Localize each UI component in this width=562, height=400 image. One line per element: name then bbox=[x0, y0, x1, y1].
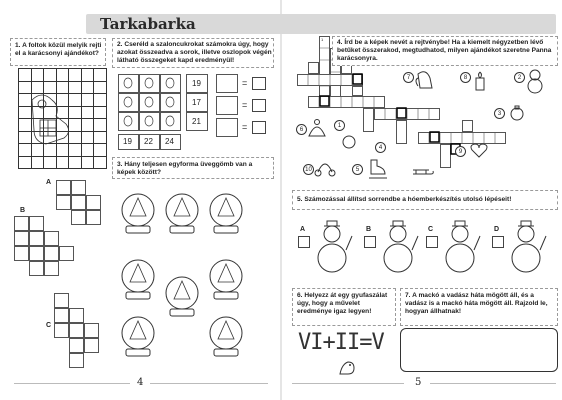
left-footer-line-1 bbox=[14, 383, 130, 384]
candy-eq-2: = bbox=[242, 100, 248, 110]
candy-eq-1: = bbox=[242, 78, 248, 88]
clue-num-5: 5 bbox=[352, 164, 363, 175]
task-4-number: 4. bbox=[337, 39, 343, 46]
right-footer-line-1 bbox=[292, 383, 404, 384]
snowman-order-b[interactable] bbox=[364, 236, 376, 248]
task-7-text: A mackó a vadász háta mögött áll, és a vadász is a mackó háta mögött áll. Rajzold le, hogyan állhatnak! bbox=[405, 292, 548, 315]
ornament-icon bbox=[508, 104, 526, 122]
task-7-number: 7. bbox=[405, 292, 411, 299]
task-6-box bbox=[292, 288, 396, 326]
candy-legend-3 bbox=[216, 118, 238, 137]
task-6-text: Helyezz át egy gyufaszálat úgy, hogy a művelet eredménye igaz legyen! bbox=[297, 292, 388, 315]
snowman-b bbox=[376, 220, 420, 278]
task-4-text: Írd be a képek nevét a rejtvénybe! Ha a kiemelt négyzetben lévő betűket összerakod, megtudhatod, milyen ajándékot szeretne Panna karácsonyra. bbox=[337, 39, 552, 62]
candy-answer-3[interactable] bbox=[252, 121, 266, 134]
bauble-icon bbox=[340, 132, 358, 150]
snow-globe-1 bbox=[118, 192, 158, 236]
row-sum-2: 17 bbox=[192, 98, 201, 107]
candy-icons bbox=[118, 74, 181, 131]
task-4-box bbox=[332, 36, 558, 66]
snowman-label-c: C bbox=[428, 226, 434, 233]
clue-num-3: 3 bbox=[494, 108, 505, 119]
candy-answer-1[interactable] bbox=[252, 77, 266, 90]
snowman-order-a[interactable] bbox=[298, 236, 310, 248]
clue-num-2: 2 bbox=[514, 72, 525, 83]
ice-skate-icon bbox=[365, 156, 389, 184]
earmuffs-icon bbox=[314, 158, 336, 180]
task-7-box bbox=[400, 288, 558, 326]
snow-globe-4 bbox=[118, 258, 158, 302]
snow-globe-6 bbox=[162, 275, 202, 319]
candy-answer-2[interactable] bbox=[252, 99, 266, 112]
snowman-icon bbox=[524, 68, 546, 94]
candy-legend-1 bbox=[216, 74, 238, 93]
shape-label-a: A bbox=[46, 179, 52, 186]
clue-num-9: 9 bbox=[455, 146, 466, 157]
heart-cookie-icon bbox=[468, 143, 490, 159]
task-3-box bbox=[112, 157, 274, 179]
task-1-box bbox=[10, 38, 106, 66]
snowman-d bbox=[504, 220, 548, 278]
snowman-a bbox=[310, 220, 354, 278]
task-1-number: 1. bbox=[15, 42, 21, 49]
task-5-box bbox=[292, 190, 558, 210]
row-sum-3: 21 bbox=[192, 117, 201, 126]
snowman-order-d[interactable] bbox=[492, 236, 504, 248]
christmas-gift-illustration bbox=[26, 90, 76, 150]
task-2-box bbox=[112, 38, 274, 68]
task-5-number: 5. bbox=[297, 196, 303, 203]
snow-globe-7 bbox=[118, 315, 158, 359]
task-6-number: 6. bbox=[297, 292, 303, 299]
snow-globe-3 bbox=[206, 192, 246, 236]
col-sum-1: 19 bbox=[123, 137, 132, 146]
shape-label-b: B bbox=[20, 207, 26, 214]
snowman-label-a: A bbox=[300, 226, 306, 233]
matchstick-equation: VI+II=V bbox=[298, 330, 384, 355]
task-3-number: 3. bbox=[117, 161, 123, 168]
col-sum-3: 24 bbox=[165, 137, 174, 146]
clue-num-6: 6 bbox=[296, 124, 307, 135]
seal-illustration bbox=[336, 358, 358, 378]
snow-globe-8 bbox=[206, 315, 246, 359]
snowman-order-c[interactable] bbox=[426, 236, 438, 248]
clue-num-4: 4 bbox=[375, 142, 386, 153]
hat-icon bbox=[306, 118, 328, 140]
left-page-number: 4 bbox=[137, 377, 144, 388]
snow-globe-5 bbox=[206, 258, 246, 302]
snowman-label-d: D bbox=[494, 226, 500, 233]
mitten-icon bbox=[414, 70, 436, 94]
clue-num-7: 7 bbox=[403, 72, 414, 83]
sled-icon bbox=[410, 162, 434, 180]
shape-label-c: C bbox=[46, 322, 52, 329]
right-page-number: 5 bbox=[415, 377, 422, 388]
snow-globe-2 bbox=[162, 192, 202, 236]
page-gutter bbox=[280, 0, 282, 400]
candle-icon bbox=[470, 70, 490, 92]
col-sum-2: 22 bbox=[144, 137, 153, 146]
clue-num-8: 8 bbox=[460, 72, 471, 83]
candy-legend-2 bbox=[216, 96, 238, 115]
snowman-label-b: B bbox=[366, 226, 372, 233]
right-footer-line-2 bbox=[430, 383, 556, 384]
candy-eq-3: = bbox=[242, 122, 248, 132]
task-1-text: A foltok közül melyik rejti el a karácsonyi ajándékot? bbox=[15, 42, 102, 57]
cw-num-1: 1 bbox=[321, 37, 324, 42]
task-2-number: 2. bbox=[117, 41, 123, 48]
left-footer-line-2 bbox=[150, 383, 268, 384]
task-5-text: Számozással állítsd sorrendbe a hóemberkészítés utolsó lépéseit! bbox=[304, 196, 512, 203]
task-3-text: Hány teljesen egyforma üveggömb van a képek között? bbox=[117, 161, 253, 176]
snowman-c bbox=[438, 220, 482, 278]
row-sum-1: 19 bbox=[192, 79, 201, 88]
task-2-text: Cseréld a szaloncukrokat számokra úgy, hogy azokat összeadva a sorok, illetve oszlopok végén látható összegeket kapd eredményül! bbox=[117, 41, 272, 64]
clue-num-1: 1 bbox=[334, 120, 345, 131]
task-7-drawing-area[interactable] bbox=[400, 328, 558, 372]
page-title: Tarkabarka bbox=[100, 15, 196, 33]
clue-num-10: 10 bbox=[303, 164, 314, 175]
